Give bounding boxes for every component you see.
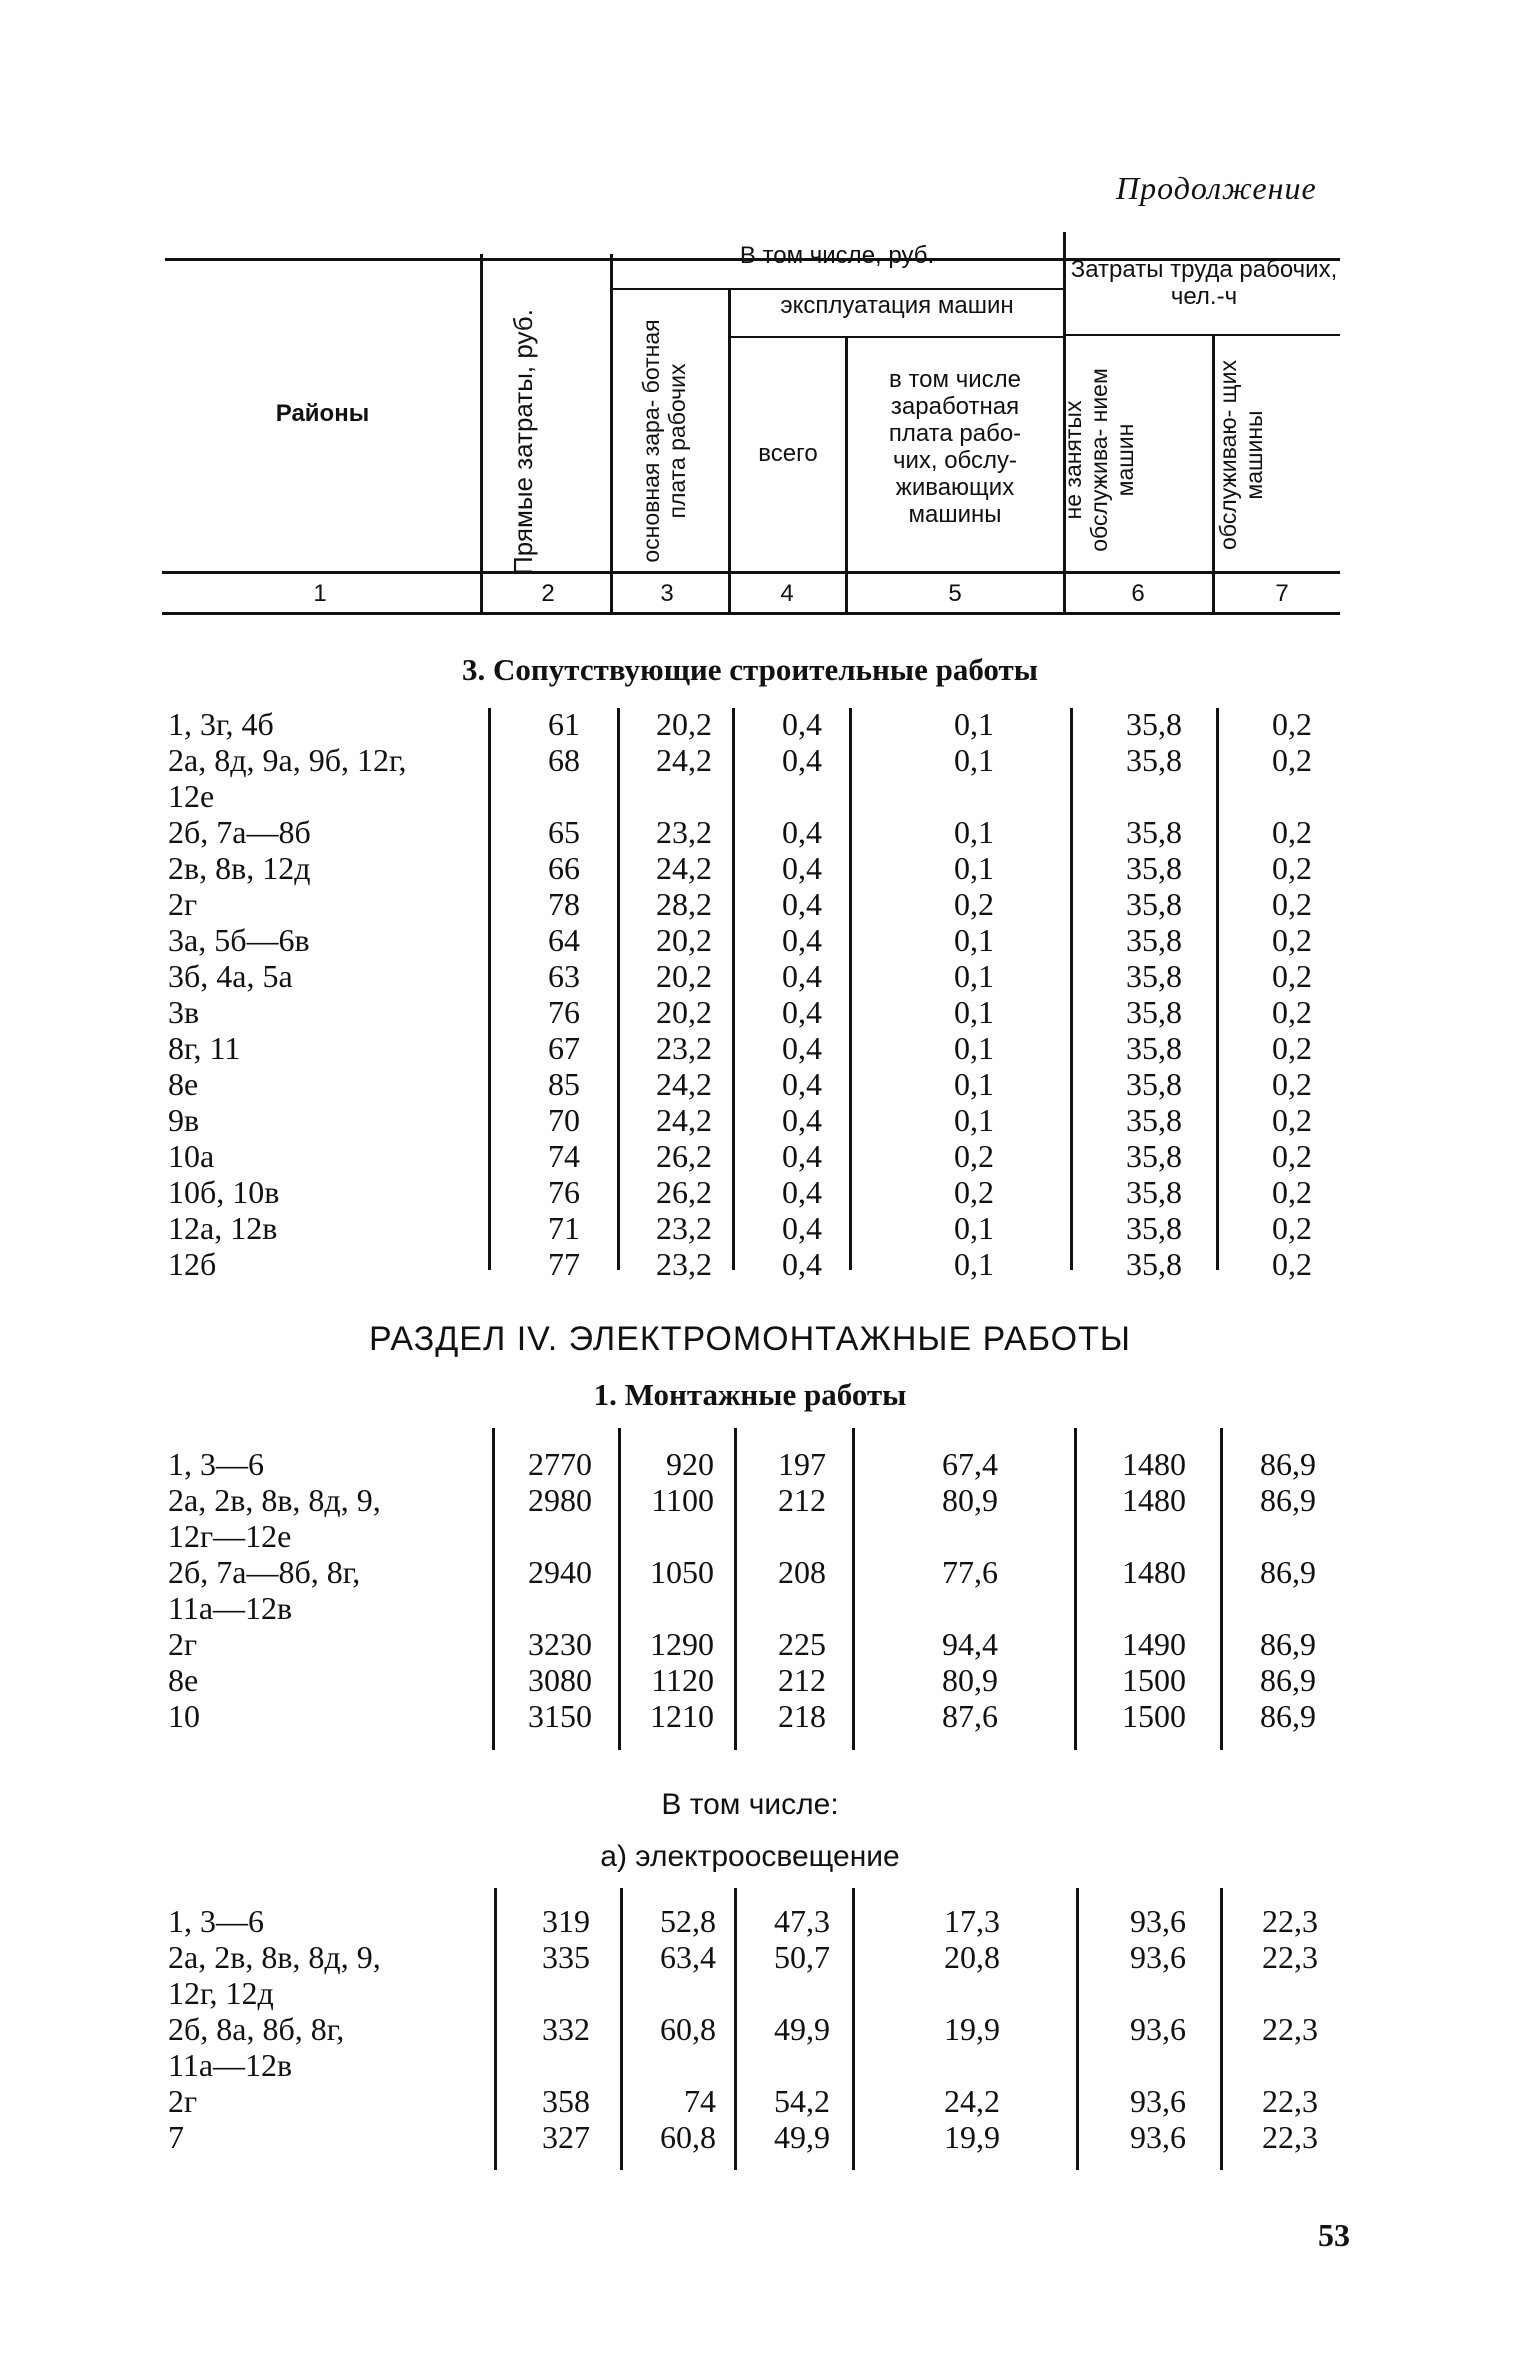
value-cell-col-5: 0,1: [954, 1102, 994, 1138]
value-cell-col-6: 1500: [1122, 1662, 1186, 1698]
value-cell-col-4: 0,4: [782, 1102, 822, 1138]
col-number-5: 5: [948, 580, 962, 607]
value-cell-col-6: 35,8: [1126, 1138, 1182, 1174]
value-cell-col-5: 19,9: [944, 2011, 1000, 2047]
value-cell-col-2: 70: [548, 1102, 580, 1138]
value-cell-col-2: 74: [548, 1138, 580, 1174]
col-number-3: 3: [660, 580, 674, 607]
value-cell-col-3: 52,8: [660, 1903, 716, 1939]
column-rule: [1076, 1888, 1079, 2170]
region-label: 11а—12в: [168, 2047, 293, 2083]
header-regions: Районы: [275, 400, 370, 427]
col-number-7: 7: [1275, 580, 1289, 607]
col-number-2: 2: [541, 580, 555, 607]
value-cell-col-7: 86,9: [1260, 1482, 1316, 1518]
value-cell-col-6: 1480: [1122, 1554, 1186, 1590]
header-subrule-machines: [730, 336, 1064, 338]
header-bottom-rule: [162, 571, 1340, 574]
region-label: 3а, 5б—6в: [168, 922, 310, 958]
region-label: 12г—12е: [168, 1518, 292, 1554]
column-rule: [732, 708, 735, 1270]
value-cell-col-5: 0,1: [954, 706, 994, 742]
value-cell-col-3: 1290: [650, 1626, 714, 1662]
including-label: В том числе:: [661, 1788, 839, 1821]
value-cell-col-6: 1490: [1122, 1626, 1186, 1662]
region-label: 10: [168, 1698, 200, 1734]
column-rule: [1220, 1888, 1223, 2170]
value-cell-col-2: 3080: [528, 1662, 592, 1698]
value-cell-col-5: 0,1: [954, 1210, 994, 1246]
value-cell-col-7: 0,2: [1272, 1066, 1312, 1102]
value-cell-col-6: 35,8: [1126, 1102, 1182, 1138]
value-cell-col-3: 20,2: [656, 994, 712, 1030]
value-cell-col-6: 35,8: [1126, 994, 1182, 1030]
region-label: 8е: [168, 1662, 199, 1698]
col-number-6: 6: [1131, 580, 1145, 607]
value-cell-col-3: 20,2: [656, 922, 712, 958]
value-cell-col-6: 93,6: [1130, 1939, 1186, 1975]
value-cell-col-7: 0,2: [1272, 1174, 1312, 1210]
value-cell-col-5: 67,4: [942, 1446, 998, 1482]
region-label: 12е: [168, 778, 215, 814]
value-cell-col-5: 0,1: [954, 922, 994, 958]
value-cell-col-2: 2980: [528, 1482, 592, 1518]
value-cell-col-6: 35,8: [1126, 742, 1182, 778]
header-divider-2: [610, 254, 613, 614]
header-divider-1: [480, 254, 483, 614]
column-rule: [620, 1888, 623, 2170]
value-cell-col-4: 50,7: [774, 1939, 830, 1975]
region-label: 12б: [168, 1246, 217, 1282]
value-cell-col-7: 22,3: [1262, 1903, 1318, 1939]
region-label: 2б, 7а—8б, 8г,: [168, 1554, 361, 1590]
value-cell-col-2: 78: [548, 886, 580, 922]
value-cell-col-6: 93,6: [1130, 2083, 1186, 2119]
value-cell-col-3: 1120: [651, 1662, 714, 1698]
value-cell-col-7: 86,9: [1260, 1626, 1316, 1662]
value-cell-col-4: 0,4: [782, 958, 822, 994]
value-cell-col-2: 327: [542, 2119, 590, 2155]
region-label: 2а, 8д, 9а, 9б, 12г,: [168, 742, 407, 778]
region-label: 10а: [168, 1138, 215, 1174]
value-cell-col-5: 0,1: [954, 1246, 994, 1282]
value-cell-col-3: 1100: [651, 1482, 714, 1518]
region-label: 1, 3—6: [168, 1903, 264, 1939]
value-cell-col-7: 0,2: [1272, 1246, 1312, 1282]
value-cell-col-7: 0,2: [1272, 850, 1312, 886]
value-cell-col-3: 60,8: [660, 2011, 716, 2047]
value-cell-col-2: 66: [548, 850, 580, 886]
value-cell-col-2: 65: [548, 814, 580, 850]
value-cell-col-4: 0,4: [782, 1246, 822, 1282]
value-cell-col-4: 0,4: [782, 1138, 822, 1174]
column-rule: [1070, 708, 1073, 1270]
region-label: 10б, 10в: [168, 1174, 280, 1210]
value-cell-col-3: 23,2: [656, 814, 712, 850]
value-cell-col-5: 77,6: [942, 1554, 998, 1590]
value-cell-col-2: 319: [542, 1903, 590, 1939]
region-label: 2г: [168, 1626, 198, 1662]
value-cell-col-4: 0,4: [782, 706, 822, 742]
value-cell-col-5: 0,1: [954, 742, 994, 778]
region-label: 2г: [168, 886, 198, 922]
value-cell-col-3: 28,2: [656, 886, 712, 922]
value-cell-col-3: 20,2: [656, 706, 712, 742]
section-title-lighting: а) электроосвещение: [600, 1840, 900, 1873]
value-cell-col-3: 26,2: [656, 1174, 712, 1210]
value-cell-col-4: 208: [778, 1554, 826, 1590]
header-incl-wage: в том числе заработная плата рабо- чих, обслу- живающих машины: [888, 366, 1022, 528]
value-cell-col-2: 85: [548, 1066, 580, 1102]
value-cell-col-7: 22,3: [1262, 2083, 1318, 2119]
region-label: 3в: [168, 994, 200, 1030]
column-rule: [849, 708, 852, 1270]
column-rule: [852, 1428, 855, 1750]
value-cell-col-6: 35,8: [1126, 706, 1182, 742]
col-number-1: 1: [313, 580, 327, 607]
value-cell-col-2: 3150: [528, 1698, 592, 1734]
value-cell-col-3: 24,2: [656, 742, 712, 778]
value-cell-col-2: 3230: [528, 1626, 592, 1662]
header-divider-4: [845, 338, 848, 614]
value-cell-col-7: 0,2: [1272, 1138, 1312, 1174]
column-rule: [852, 1888, 855, 2170]
value-cell-col-2: 68: [548, 742, 580, 778]
value-cell-col-3: 23,2: [656, 1246, 712, 1282]
value-cell-col-6: 93,6: [1130, 2011, 1186, 2047]
value-cell-col-5: 0,1: [954, 1066, 994, 1102]
value-cell-col-7: 0,2: [1272, 1210, 1312, 1246]
value-cell-col-7: 0,2: [1272, 994, 1312, 1030]
value-cell-col-2: 332: [542, 2011, 590, 2047]
region-label: 7: [168, 2119, 184, 2155]
region-label: 12а, 12в: [168, 1210, 278, 1246]
region-label: 8е: [168, 1066, 199, 1102]
value-cell-col-2: 358: [542, 2083, 590, 2119]
value-cell-col-5: 0,1: [954, 958, 994, 994]
value-cell-col-3: 24,2: [656, 1066, 712, 1102]
value-cell-col-2: 76: [548, 1174, 580, 1210]
value-cell-col-4: 212: [778, 1662, 826, 1698]
region-label: 2б, 7а—8б: [168, 814, 311, 850]
value-cell-col-4: 0,4: [782, 886, 822, 922]
value-cell-col-4: 54,2: [774, 2083, 830, 2119]
value-cell-col-7: 0,2: [1272, 958, 1312, 994]
value-cell-col-6: 1500: [1122, 1698, 1186, 1734]
region-label: 2а, 2в, 8в, 8д, 9,: [168, 1939, 381, 1975]
value-cell-col-6: 35,8: [1126, 958, 1182, 994]
value-cell-col-7: 86,9: [1260, 1554, 1316, 1590]
value-cell-col-2: 63: [548, 958, 580, 994]
value-cell-col-7: 22,3: [1262, 1939, 1318, 1975]
region-label: 12г, 12д: [168, 1975, 274, 2011]
column-rule: [1216, 708, 1219, 1270]
value-cell-col-4: 0,4: [782, 994, 822, 1030]
value-cell-col-6: 1480: [1122, 1482, 1186, 1518]
value-cell-col-6: 93,6: [1130, 2119, 1186, 2155]
value-cell-col-4: 0,4: [782, 814, 822, 850]
value-cell-col-3: 74: [684, 2083, 716, 2119]
value-cell-col-6: 93,6: [1130, 1903, 1186, 1939]
region-label: 2г: [168, 2083, 198, 2119]
column-rule: [492, 1428, 495, 1750]
header-not-machine: не занятых обслужива- нием машин: [1060, 368, 1138, 552]
column-rule: [734, 1428, 737, 1750]
value-cell-col-6: 35,8: [1126, 922, 1182, 958]
value-cell-col-2: 71: [548, 1210, 580, 1246]
value-cell-col-4: 49,9: [774, 2119, 830, 2155]
value-cell-col-7: 0,2: [1272, 814, 1312, 850]
value-cell-col-4: 0,4: [782, 1030, 822, 1066]
value-cell-col-5: 80,9: [942, 1662, 998, 1698]
value-cell-col-4: 218: [778, 1698, 826, 1734]
value-cell-col-5: 0,1: [954, 994, 994, 1030]
value-cell-col-5: 0,1: [954, 1030, 994, 1066]
value-cell-col-6: 35,8: [1126, 886, 1182, 922]
value-cell-col-4: 225: [778, 1626, 826, 1662]
value-cell-col-7: 22,3: [1262, 2011, 1318, 2047]
value-cell-col-3: 920: [666, 1446, 714, 1482]
value-cell-col-4: 0,4: [782, 742, 822, 778]
region-label: 2в, 8в, 12д: [168, 850, 311, 886]
value-cell-col-2: 67: [548, 1030, 580, 1066]
region-label: 2а, 2в, 8в, 8д, 9,: [168, 1482, 381, 1518]
section-title-related-works: 3. Сопутствующие строительные работы: [462, 652, 1038, 687]
value-cell-col-6: 1480: [1122, 1446, 1186, 1482]
section-title-installation: 1. Монтажные работы: [593, 1377, 907, 1412]
value-cell-col-5: 20,8: [944, 1939, 1000, 1975]
value-cell-col-4: 197: [778, 1446, 826, 1482]
region-label: 1, 3—6: [168, 1446, 264, 1482]
value-cell-col-3: 60,8: [660, 2119, 716, 2155]
value-cell-col-5: 0,2: [954, 1138, 994, 1174]
value-cell-col-2: 2770: [528, 1446, 592, 1482]
value-cell-col-3: 20,2: [656, 958, 712, 994]
column-rule: [1074, 1428, 1077, 1750]
value-cell-col-3: 63,4: [660, 1939, 716, 1975]
value-cell-col-2: 77: [548, 1246, 580, 1282]
header-labor: Затраты труда рабочих, чел.-ч: [1070, 256, 1338, 310]
value-cell-col-6: 35,8: [1126, 814, 1182, 850]
value-cell-col-3: 1210: [650, 1698, 714, 1734]
value-cell-col-3: 23,2: [656, 1030, 712, 1066]
column-rule: [488, 708, 491, 1270]
value-cell-col-5: 24,2: [944, 2083, 1000, 2119]
column-rule: [617, 708, 620, 1270]
part-title-electrical: РАЗДЕЛ IV. ЭЛЕКТРОМОНТАЖНЫЕ РАБОТЫ: [369, 1320, 1131, 1358]
value-cell-col-6: 35,8: [1126, 1246, 1182, 1282]
value-cell-col-2: 76: [548, 994, 580, 1030]
column-rule: [734, 1888, 737, 2170]
value-cell-col-5: 0,2: [954, 1174, 994, 1210]
value-cell-col-4: 0,4: [782, 850, 822, 886]
value-cell-col-5: 0,2: [954, 886, 994, 922]
value-cell-col-5: 19,9: [944, 2119, 1000, 2155]
region-label: 11а—12в: [168, 1590, 293, 1626]
value-cell-col-3: 1050: [650, 1554, 714, 1590]
header-subrule-labor: [1064, 334, 1340, 336]
page-number: 53: [1318, 2217, 1350, 2253]
value-cell-col-7: 0,2: [1272, 922, 1312, 958]
value-cell-col-7: 0,2: [1272, 742, 1312, 778]
value-cell-col-5: 87,6: [942, 1698, 998, 1734]
region-label: 2б, 8а, 8б, 8г,: [168, 2011, 345, 2047]
value-cell-col-7: 86,9: [1260, 1698, 1316, 1734]
colnum-bottom-rule: [162, 612, 1340, 615]
column-rule: [618, 1428, 621, 1750]
header-direct-costs: Прямые затраты, руб.: [508, 309, 538, 575]
header-incl-rub: В том числе, руб.: [739, 242, 935, 269]
value-cell-col-7: 0,2: [1272, 706, 1312, 742]
value-cell-col-3: 24,2: [656, 1102, 712, 1138]
value-cell-col-2: 335: [542, 1939, 590, 1975]
value-cell-col-7: 22,3: [1262, 2119, 1318, 2155]
value-cell-col-7: 86,9: [1260, 1446, 1316, 1482]
value-cell-col-5: 0,1: [954, 814, 994, 850]
value-cell-col-4: 47,3: [774, 1903, 830, 1939]
header-total: всего: [758, 440, 818, 467]
column-rule: [1220, 1428, 1223, 1750]
value-cell-col-4: 0,4: [782, 922, 822, 958]
value-cell-col-4: 49,9: [774, 2011, 830, 2047]
value-cell-col-4: 212: [778, 1482, 826, 1518]
value-cell-col-7: 0,2: [1272, 1102, 1312, 1138]
region-label: 9в: [168, 1102, 200, 1138]
value-cell-col-2: 2940: [528, 1554, 592, 1590]
value-cell-col-3: 26,2: [656, 1138, 712, 1174]
value-cell-col-6: 35,8: [1126, 1066, 1182, 1102]
value-cell-col-3: 24,2: [656, 850, 712, 886]
header-machine: обслуживаю- щих машины: [1215, 360, 1267, 550]
value-cell-col-5: 94,4: [942, 1626, 998, 1662]
value-cell-col-6: 35,8: [1126, 1030, 1182, 1066]
value-cell-col-4: 0,4: [782, 1174, 822, 1210]
value-cell-col-7: 86,9: [1260, 1662, 1316, 1698]
value-cell-col-7: 0,2: [1272, 1030, 1312, 1066]
continuation-label: Продолжение: [1116, 170, 1317, 206]
column-rule: [494, 1888, 497, 2170]
value-cell-col-3: 23,2: [656, 1210, 712, 1246]
value-cell-col-5: 17,3: [944, 1903, 1000, 1939]
value-cell-col-5: 80,9: [942, 1482, 998, 1518]
header-base-wage: основная зара- ботная плата рабочих: [638, 319, 690, 563]
value-cell-col-7: 0,2: [1272, 886, 1312, 922]
value-cell-col-5: 0,1: [954, 850, 994, 886]
value-cell-col-6: 35,8: [1126, 1174, 1182, 1210]
col-number-4: 4: [780, 580, 794, 607]
region-label: 1, 3г, 4б: [168, 706, 274, 742]
value-cell-col-4: 0,4: [782, 1210, 822, 1246]
region-label: 3б, 4а, 5а: [168, 958, 293, 994]
region-label: 8г, 11: [168, 1030, 241, 1066]
value-cell-col-2: 64: [548, 922, 580, 958]
header-machine-operation: эксплуатация машин: [780, 292, 1014, 319]
header-subrule-incl: [612, 288, 1064, 290]
value-cell-col-6: 35,8: [1126, 850, 1182, 886]
value-cell-col-2: 61: [548, 706, 580, 742]
value-cell-col-6: 35,8: [1126, 1210, 1182, 1246]
value-cell-col-4: 0,4: [782, 1066, 822, 1102]
